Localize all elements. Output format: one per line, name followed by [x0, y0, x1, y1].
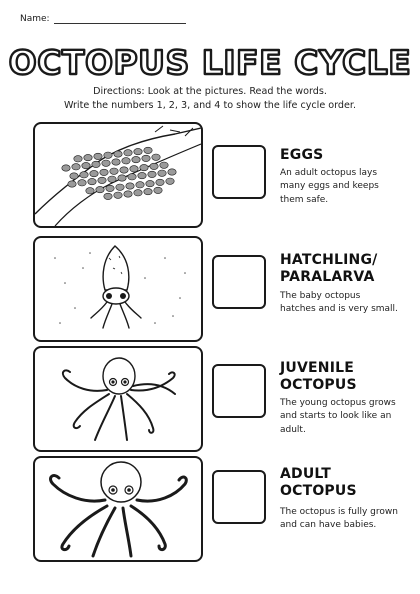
egg-mark	[70, 173, 78, 179]
directions	[0, 85, 420, 113]
stage-title-adult	[280, 466, 412, 500]
stage-title-line: JUVENILE	[280, 360, 354, 376]
juvenile-octopus-icon	[35, 348, 201, 450]
egg-mark	[128, 174, 136, 180]
egg-mark	[74, 156, 82, 162]
egg-mark	[120, 167, 128, 173]
egg-mark	[134, 190, 142, 196]
egg-mark	[154, 187, 162, 193]
egg-mark	[156, 179, 164, 185]
egg-mark	[144, 147, 152, 153]
egg-mark	[130, 166, 138, 172]
stage-title-line: HATCHLING/	[280, 252, 378, 268]
stage-title-line: PARALARVA	[280, 269, 375, 285]
egg-mark	[126, 183, 134, 189]
order-number-box-1[interactable]	[212, 145, 266, 199]
egg-mark	[102, 160, 110, 166]
egg-mark	[82, 162, 90, 168]
order-number-box-4[interactable]	[212, 470, 266, 524]
name-row	[20, 13, 186, 24]
egg-mark	[88, 178, 96, 184]
stage-title-line: OCTOPUS	[280, 377, 357, 393]
stage-description-eggs: An adult octopus lays many eggs and keeps them safe.	[280, 168, 379, 205]
egg-mark	[150, 163, 158, 169]
egg-mark	[118, 175, 126, 181]
egg-mark	[112, 159, 120, 165]
egg-mark	[94, 153, 102, 159]
egg-mark	[110, 168, 118, 174]
egg-mark	[122, 158, 130, 164]
egg-mark	[100, 169, 108, 175]
picture-panel-eggs	[33, 122, 203, 228]
egg-mark	[168, 169, 176, 175]
order-number-box-2[interactable]	[212, 255, 266, 309]
egg-mark	[140, 164, 148, 170]
stage-title-line: EGGS	[280, 147, 324, 163]
egg-mark	[138, 172, 146, 178]
egg-mark	[90, 170, 98, 176]
egg-mark	[84, 154, 92, 160]
egg-mark	[148, 171, 156, 177]
title-text: OCTOPUS LIFE CYCLE	[8, 43, 412, 82]
egg-mark	[144, 188, 152, 194]
egg-mark	[146, 180, 154, 186]
egg-mark	[134, 148, 142, 154]
paralarva-icon	[35, 238, 201, 340]
egg-mark	[68, 181, 76, 187]
stage-description-adult: The octopus is fully grown and can have babies.	[280, 507, 398, 531]
egg-mark	[116, 184, 124, 190]
order-number-box-3[interactable]	[212, 364, 266, 418]
egg-mark	[136, 182, 144, 188]
stage-title-eggs	[280, 147, 412, 164]
stage-title-line: ADULT	[280, 466, 331, 482]
egg-mark	[104, 152, 112, 158]
egg-mark	[166, 178, 174, 184]
stage-title-paralarva	[280, 252, 412, 286]
picture-panel-juvenile	[33, 346, 203, 452]
picture-panel-adult	[33, 456, 203, 562]
name-label: Name:	[20, 14, 50, 24]
stage-description-juvenile: The young octopus grows and starts to look like an adult.	[280, 398, 396, 435]
egg-mark	[96, 186, 104, 192]
stage-title-line: OCTOPUS	[280, 483, 357, 499]
egg-mark	[104, 193, 112, 199]
egg-mark	[124, 191, 132, 197]
octopus-eggs-icon	[35, 124, 201, 226]
egg-mark	[114, 151, 122, 157]
egg-mark	[86, 188, 94, 194]
egg-mark	[72, 164, 80, 170]
egg-mark	[160, 162, 168, 168]
worksheet-title	[0, 36, 420, 88]
egg-mark	[92, 161, 100, 167]
egg-mark	[124, 150, 132, 156]
adult-octopus-icon	[35, 458, 201, 560]
egg-mark	[98, 177, 106, 183]
egg-mark	[80, 172, 88, 178]
egg-mark	[114, 192, 122, 198]
stage-description-paralarva: The baby octopus hatches and is very small.	[280, 291, 398, 315]
picture-panel-paralarva	[33, 236, 203, 342]
egg-mark	[78, 180, 86, 186]
egg-mark	[142, 155, 150, 161]
directions-line-1: Directions: Look at the pictures. Read the words.	[93, 86, 327, 97]
egg-mark	[132, 156, 140, 162]
egg-mark	[152, 154, 160, 160]
name-input-line[interactable]	[54, 13, 186, 24]
stage-title-juvenile	[280, 360, 412, 394]
directions-line-2: Write the numbers 1, 2, 3, and 4 to show the life cycle order.	[63, 100, 357, 111]
egg-mark	[158, 170, 166, 176]
egg-mark	[62, 165, 70, 171]
egg-mark	[106, 185, 114, 191]
egg-mark	[108, 176, 116, 182]
